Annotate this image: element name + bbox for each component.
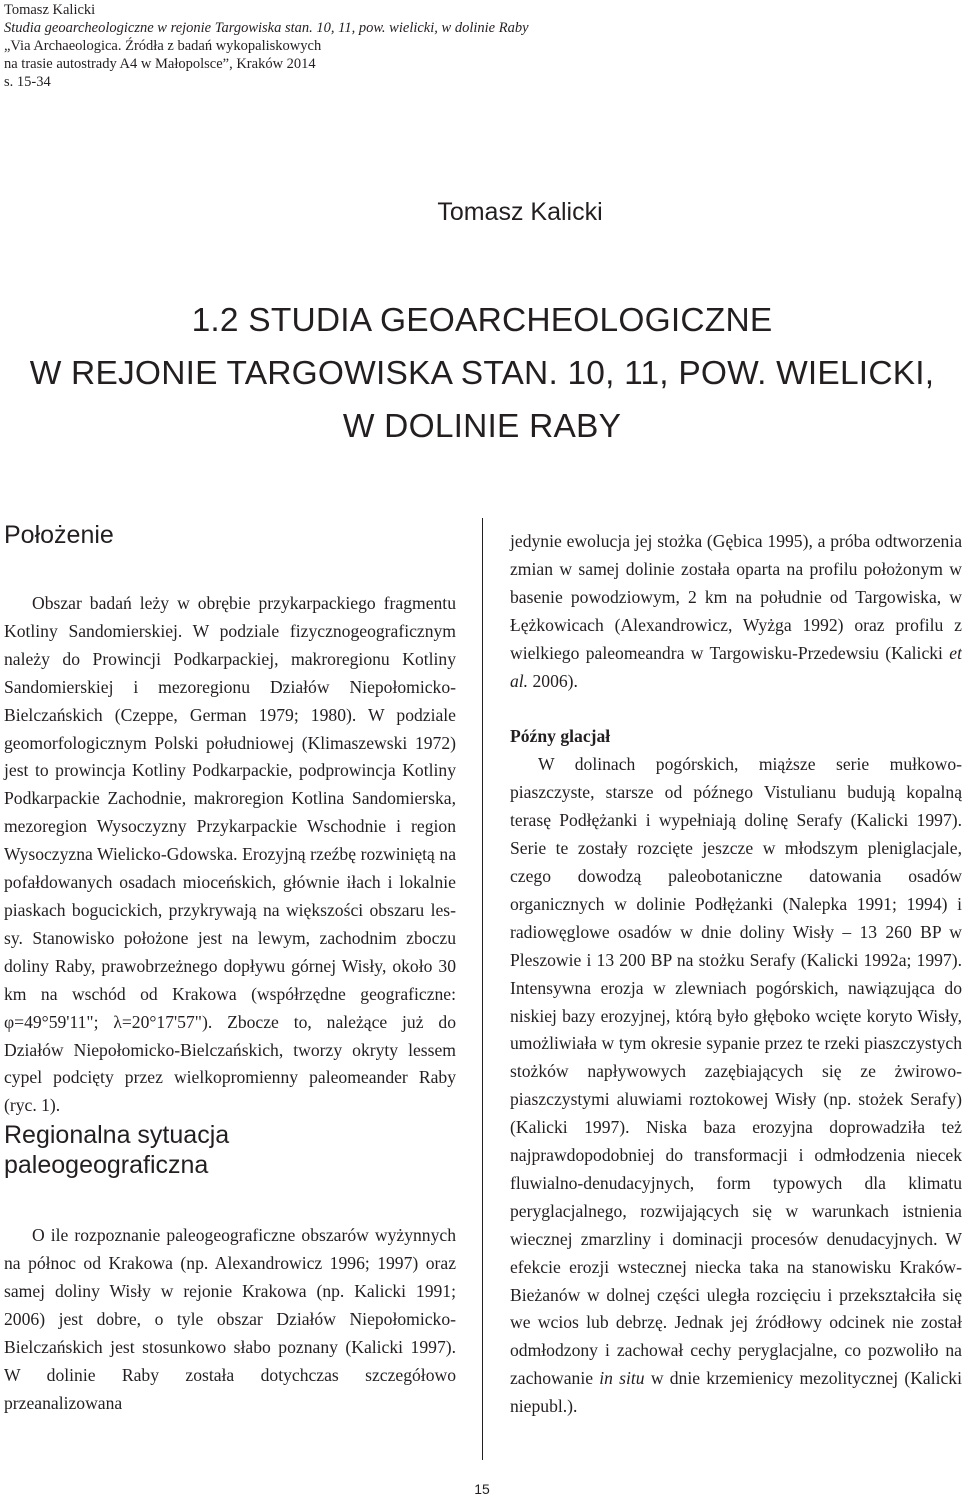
column-divider [482, 518, 483, 1460]
text-run: jedynie ewolucja jej stożka (Gębica 1995), a próba odtworzenia zmian w samej dolinie została oparta na profilu położonym w basenie powodziowym, 2 km na południe od Targowiska, w Łężkowicach (Alexandrowicz, Wyżga 1992) oraz profilu z wielkiego paleomeandra w Targowisku-Przedewsiu (Kalicki [510, 531, 962, 663]
header-pages: s. 15-34 [4, 74, 51, 90]
section-heading-regional [4, 1120, 456, 1180]
italic-run: in situ [599, 1368, 645, 1389]
header-series-cont: na trasie autostrady A4 w Małopolsce”, Kraków 2014 [4, 56, 316, 72]
citation-header [4, 1, 529, 91]
left-column [4, 520, 456, 1418]
section-text-location: Obszar badań leży w obrębie przykarpackiego fragmentu Kotliny Sandomierskiej. W podziale fizycznogeograficznym należy do Prowincji Podkarpackiej, makroregionu Kotliny Sandomierskiej i mezoregionu Działów Niepołomicko-Bielczańskich (Czeppe, German 1979; 1980). W podziale geomorfologicznym Polski południowej (Klimaszewski 1972) jest to prowincja Kotliny Podkarpackie, podprowincja Kotliny Podkarpackie Zachodnie, makroregion Kotlina Sandomierska, mezoregion Wysoczyzny Przykarpackie Wschodnie i region Wysoczyzna Wielicko-Gdowska. Erozyjną rzeźbę rozwiniętą na pofałdowanych osadach mioceńskich, głównie iłach i lokalnie piaskach bogucickich, przykrywają na większości obszaru lessy. Stanowisko położone jest na lewym, zachodnim zboczu doliny Raby, prawobrzeżnego dopływu górnej Wisły, około 30 km na wschód od Krakowa (współrzędne geograficzne: φ=49°59'11"; λ=20°17'57"). Zbocze to, należące już do Działów Niepołomicko-Bielczańskich, tworzy okryty lessem cypel podcięty przez wielkopromienny paleomeander Raby (ryc. 1). [4, 593, 456, 1116]
text-run: w dnie krzemienicy mezolitycznej (Kalicki niepubl.). [510, 1368, 962, 1417]
header-series: „Via Archaeologica. Źródła z badań wykopaliskowych [4, 38, 322, 54]
header-author: Tomasz Kalicki [4, 2, 96, 18]
article-author: Tomasz Kalicki [437, 198, 603, 226]
italic-run: et al. [510, 642, 962, 691]
article-title [0, 294, 960, 453]
section-heading-location: Położenie [4, 521, 114, 549]
page-number: 15 [474, 1481, 490, 1497]
section-heading-regional-line-1: Regionalna sytuacja [4, 1121, 230, 1150]
text-run: 2006). [528, 670, 578, 691]
title-line-1: 1.2 STUDIA GEOARCHEOLOGICZNE [191, 302, 773, 339]
subheading-late-glacial: Późny glacjał [510, 726, 611, 747]
title-line-3: W DOLINIE RABY [342, 408, 622, 445]
header-article-title: Studia geoarcheologiczne w rejonie Targowiska stan. 10, 11, pow. wielicki, w dolinie Raby [4, 20, 529, 36]
section-text-regional: O ile rozpoznanie paleogeograficzne obszarów wyżynnych na północ od Krakowa (np. Alexandrowicz 1996; 1997) oraz samej doliny Wisły w rejonie Krakowa (np. Kalicki 1991; 2006) jest dobre, o tyle obszar Działów Niepołomicko-Bielczańskich jest stosunkowo słabo poznany (Kalicki 1997). W dolinie Raby została dotychczas szczegółowo przeanalizowana [4, 1225, 456, 1413]
text-run: W dolinach pogórskich, miąższe serie mułkowo-piaszczyste, starsze od późnego Vistulianu budują kopalną terasę Podłężanki i wypełniają dolinę Serafy (Kalicki 1997). Serie te zostały rozcięte jeszcze w młodszym pleniglacjale, czego dowodzą paleobotaniczne datowania osadów organicznych w dolinie Podłężanki (Nalepka 1991; 1994) i radiowęglowe osadów w dnie doliny Wisły – 13 260 BP w Pleszowie i 13 200 BP na stożku Serafy (Kalicki 1992a; 1997). Intensywna erozja w zlewniach pogórskich, nawiązująca do niskiej bazy erozyjnej, którą było głęboko wcięte koryto Wisły, umożliwiała w tym okresie sypanie przez te rzeki piaszczystych stożków napływowych zazębiających się ze żwirowo-piaszczystymi aluwiami roztokowej Wisły (np. stożek Serafy) (Kalicki 1997). Niska baza erozyjna doprowadziła też najprawdopodobniej do transformacji i odmłodzenia niecek fluwialno-denudacyjnych, form typowych dla klimatu peryglacjalnego, rozwijających się w warunkach istnienia wiecznej zmarzliny i dominacji procesów denudacyjnych. W efekcie erozji wstecznej niecka taka na stanowisku Kraków-Bieżanów w dolnej części uległa rozcięciu i przekształciła się we wcios lub debrzę. Jednak jej źródłowy odcinek nie został odmłodzony i zachował cechy peryglacjalne, co pozwoliło na zachowanie [510, 754, 962, 1389]
paragraph-late-glacial [510, 751, 962, 1421]
paragraph-continued [510, 528, 962, 695]
title-line-2: W REJONIE TARGOWISKA STAN. 10, 11, POW. WIELICKI, [29, 355, 935, 392]
right-column [510, 528, 962, 1421]
section-heading-regional-line-2: paleogeograficzna [4, 1151, 209, 1180]
